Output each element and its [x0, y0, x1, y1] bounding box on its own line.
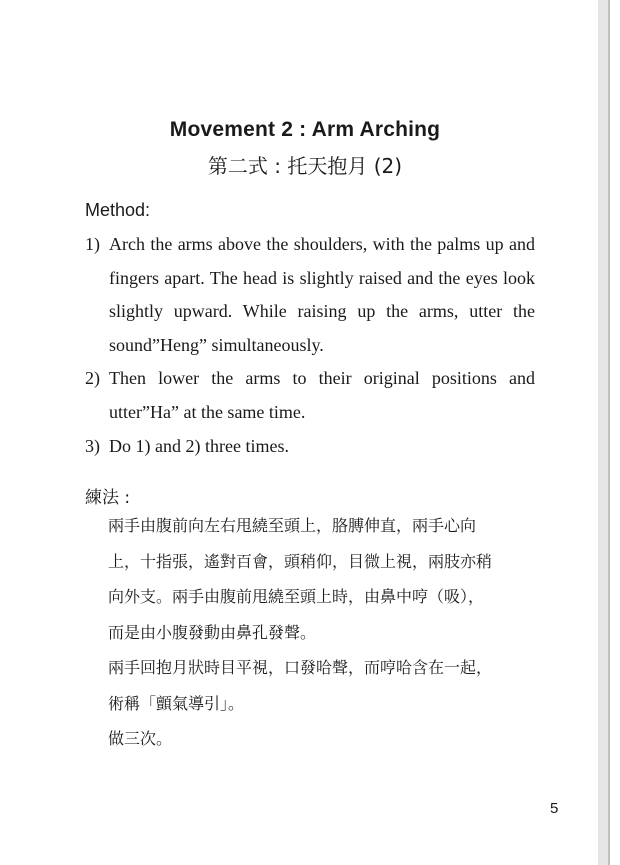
chinese-method-line: 術稱「顫氣導引」。 [108, 693, 245, 713]
chinese-method-line: 上，十指張，遙對百會，頭稍仰，目微上視，兩肢亦稍 [108, 551, 493, 571]
chinese-method-line: 而是由小腹發動由鼻孔發聲。 [108, 622, 317, 642]
chinese-method-line: 兩手回抱月狀時目平視，口發哈聲，而哼哈含在一起， [108, 658, 493, 677]
movement-title-english: Movement 2 : Arm Arching [169, 118, 441, 141]
chinese-method-body [108, 508, 538, 757]
step-number: 1) [85, 234, 100, 254]
movement-title-chinese: 第二式 : 托天抱月 (2) [207, 154, 403, 178]
chinese-method-heading: 練法 : [85, 488, 131, 508]
step-text: Do 1) and 2) three times. [109, 435, 289, 456]
step-text: Arch the arms above the shoulders, with the palms up and fingers apart. The head is slightly raised and the eyes look slightly upward. While raising up the arms, utter the sound”Heng” simultaneously. [109, 234, 535, 355]
method-step-3 [85, 430, 535, 464]
chinese-method-line: 向外支。兩手由腹前甩繞至頭上時，由鼻中哼（吸）， [108, 587, 485, 606]
chinese-method-line: 做三次。 [108, 729, 173, 748]
method-heading: Method: [85, 200, 151, 220]
page-number: 5 [550, 800, 559, 817]
method-steps-list [85, 228, 535, 463]
method-step-2 [85, 362, 535, 429]
step-number: 3) [85, 435, 100, 456]
method-step-1 [85, 228, 535, 362]
chinese-method-line: 兩手由腹前向左右甩繞至頭上，胳膊伸直，兩手心向 [108, 516, 477, 535]
step-text: Then lower the arms to their original positions and utter”Ha” at the same time. [109, 368, 535, 422]
step-number: 2) [85, 368, 100, 389]
